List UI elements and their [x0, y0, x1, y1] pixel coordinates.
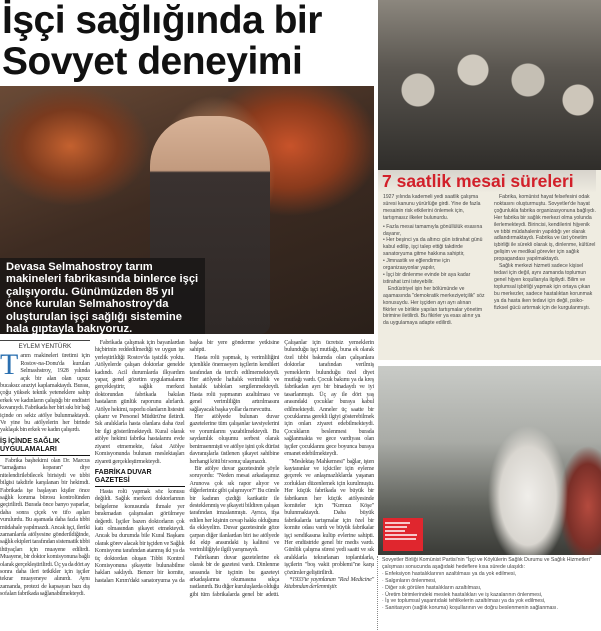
byline: EYLEM YENTÜRK	[0, 340, 90, 350]
workers-group-photo	[378, 0, 601, 170]
goal-item: · Salgınların önlenmesi,	[382, 577, 437, 584]
sidebar-title: 7 saatlik mesai süreleri	[378, 170, 596, 193]
sidebar-paragraph: Fabrika, komünist hayat felsefesini odak noktasını oluşturmuştu. Sovyetler'de hayat çoğunlukla fabrika organizasyonuna bağlıydı. Her fabrika bir sağlık merkezi olma yolunda ilerlemekteydi. Birincisi, kendilerini hijyenik ve tıbbi müdahalenin yapıldığı yer olarak adlandırmaktaydı. Fabrika ve üst yönetim işbirliği ile sürekli olarak iş, dinlenme, kültürel gelişim ve medikal görevler için sağlık propagandası yapılmaktaydı.	[494, 194, 596, 263]
photo-caption-box	[0, 258, 205, 334]
photo-caption: Devasa Selmahostroy tarım makineleri fabrikasında binlerce işçi çalışıyordu. Günümüzden 85 yıl önce kurulan Selmahostroy'da oluşturulan işçi sağlığı sistemine hala gıptayla bakıyoruz.	[6, 261, 199, 334]
factory-worker-photo	[0, 86, 374, 334]
goals-intro: Sovyetler Birliği Komünist Partisi'nin "İşçi ve Köylülerin Sağlık Durumu ve Sağlık Hizmetleri" çalışması sonucunda aşağıdaki hedeflere kısa sürede ulaşıldı:	[382, 557, 592, 570]
sidebar-column-2	[494, 194, 596, 327]
article-paragraph: Fabrikanın duvar gazetelerine ek olarak bir de gazetesi vardı. Dinlenme sırasında bir işçinin bu gazeteyi arkadaşlarına okumasına sıkça rastlanırdı. Bu diğer kuruluşlarda olduğu gibi tüm fabrikalarda genel bir adetti. Çalışanlar için ücretsiz yemeklerin bulunduğu işçi mutfağı, buna ek olarak özel tıbbi bakımda olan çalışanlara doktorlar tarafından verilmiş yemeklerin bulunduğu özel diyet mutfağı vardı. Çocuk bakımı ya da kreş fabrikadan ayrı bir binadaydı ve iyi tasarlanmıştı. Üç ay ile dört yaş arasındaki çocuklar buraya kabul edilmekteydi. Anneler üç saatte bir çocuklarına gerekli ilgiyi gösterebilmek için onları ziyaret edebilmekteydi. Çocukların beslenmesi burada sağlanmakta ve gece vardiyası olan işçiler çocuklarını gece boyunca buraya emanet edebilmekteydi.	[189, 340, 374, 598]
article-body	[0, 340, 374, 599]
article-paragraph: Fabrikada çalışmak için bayanlardan hiçbirinin reddedilmediği ve uygun işe yerleştirildiği Rostov'da işsizlik yoktu. Atölyelerde çalışan doktorlar genelde kadındı. Acil durumlarda ilkyardım yapar, genel gözetim uygulamalarını gerçekleştirir, sağlık merkezi doktorundan fabrikada bakılan hastaların günlük raporunu alırlardı. Atölye hekimi, raporlu olanların listesini çıkarır ve Personel Müdürü'ne iletirdi. Sık aralıklarla hasta olanlara daha özel bir ilgi gösterilmekteydi. Kural olarak atölye hekimi fabrika hastalarını evde ziyaret etmemekte, fakat Atölye Komisyonunda bulunan meslektaşları ziyareti gerçekleştirmekteydi.	[94, 340, 185, 465]
article-paragraph: Her atölyede bulunan duvar gazetelerine tüm çalışanlar tavsiyelerini ve yorumlarını yazabilmekteydi. Bu saydamlık oluşumu serbest olarak benimsenmişti ve atölye işini çok dürüst davranışlarla üstlenen şikayet sahibine herhangi kötü bir sonuç ulaşmazdı.	[189, 414, 280, 465]
sidebar-bullet: • Her beşinci ya da altıncı gün istirahat günü kabul edilip, işçi talep ettiği takdirde sanatoryuma gitme hakkına sahiptir,	[383, 237, 483, 258]
source-note: *1933'te yayınlanan "Red Medicine" kitabından derlenmiştir.	[284, 577, 374, 591]
sidebar-bullet: • İşçi bir dinlenme evinde bir aya kadar istirahat izni isteyebilir.	[383, 271, 471, 285]
goal-item: · Üretim birimlerindeki meslek hastalıkları ve iş kazalarının önlenmesi,	[382, 591, 543, 598]
section-heading: FABRİKA DUVAR GAZETESİ	[95, 469, 185, 487]
article-paragraph: "Meslektaş Mahkemesi" bağlar, işten kaytaranlar ve içkiciler için eyleme geçerek ve anlaşmazlıklarda yaşanan zorlukları düzenlemek için kurulmuştu. Her küçük fabrikada ve büyük bir fabrikanın her küçük atölyesinde komiteler için "Kırmızı Köşe" bulunmaktaydı. Daha büyük fabrikalarda tartışmalar için özel bir komite odası vardı ve büyük fabrikalar işçi sendikasına kulüp evlerine sahipti. Her endüstride genel bir medis vardı. Günlük çalışma süresi yedi saatti ve sık aralıklarla tekrarlanan toplantılarla, işçilerin "boş vakit problemi"ne karşı çözümler geliştirilirdi.	[284, 458, 374, 576]
goal-item: · Diğer sık görülen hastalıkların azaltılması,	[382, 584, 482, 591]
section-heading: İŞ İÇİNDE SAĞLIK UYGULAMALARI	[0, 438, 90, 456]
photo-red-caption	[383, 518, 423, 551]
dotted-divider	[377, 556, 379, 630]
goals-box	[382, 557, 599, 612]
drop-cap: T	[0, 348, 19, 382]
goal-item: · Sanitasyon (sağlık koruma) koşullarının ve doğru beslenmenin sağlanması.	[382, 605, 558, 612]
headline: İşçi sağlığında bir Sovyet deneyimi	[2, 0, 322, 83]
goal-item: · Enfeksiyon hastalıklarının azaltılması ya da yok edilmesi,	[382, 570, 517, 577]
sidebar-box	[378, 170, 601, 360]
sidebar-intro: 1927 yılında kademeli yedi saatlik çalışma süresi kanunu yürürlüğe girdi. Yine de fazla mesainin risk etkilerini önlemek için, tartışmasız ilkeler bulunurdu.	[383, 194, 481, 221]
article-paragraph: Fabrika başhekimi olan Dr. Marcus "tamağama koparan" diye nitelendirilebilecek birisiydi ve tıbbi bilgisi takdirle karşılanan bir hekimdi. Fabrikada işe başlayan kişiler önce sağlık koruma bürosu kontrolünden geçirilirdi. Burada önce banyo yaparlar, daha sonra çiçek ve tifo aşıları vurulurdu. Bu aşamada daha fazla tıbbi müdahale yapılmazdı. Ancak işçi, ileriki zamanlarda atölyesine gönderildiğinde, sağlık ekipleri tarafından sistematik tıbbi ihtiyaçları için muayene edilirdi. Muayene, bir doktor komisyonuna bağlı olarak gerçekleştirilirdi. Üç ya da dört ay sonra daha ileri tetkikler için işçiler tekrar muayeneye alınırdı. Aynı zamanda, protezi de kapsayan bazı dış sofaları fabrikada sağlanabilmekteydi.	[0, 457, 90, 598]
article-paragraph: Bir atölye duvar gazetesinde şöyle soruyordu: "Neden mesai arkadaşımız Arunova çok sık rapor alıyor ve diğerlerimiz gibi çalışmıyor?" Bu cümle bir kadının çizdiği karikatür ile desteklenmiş ve şikayeti bildiren çalışan tarafından imzalanmıştı. Ayrıca, ifşa edilen her kişinin cevap hakkı olduğunu da ekleyelim. Duvar gazetesinde göze çarpan diğer ilanlardan biri ise atölyede iki ekip arasındaki iş kalitesi ve verimliliğiyle ilgili yarışmaydı.	[189, 465, 280, 554]
sidebar-paragraph: Sağlık merkezi hizmeti sadece kişisel tedavi için değil, aynı zamanda toplumun genel hijyen koşullarıyla ilgiliydi. Bilim ve toplumsal işbirliği yapmak için ortaya çıkan bu merkezler, sadece hastalıktan korunmak ya da hasta iken tedavi için değil, psiko-fizksel gücü artırmak için de kurgulanmıştı.	[494, 263, 593, 311]
sidebar-column-1	[383, 194, 485, 327]
goal-item: · İş ve toplumsal yaşantıdaki tehlikelerin azaltılması ya da yok edilmesi,	[382, 598, 546, 605]
article-paragraph: Hasta rolü yapmak, iş verimliliğini içtenlikle önemseyen işçilerin kendileri tarafından da tercih edilmemekteydi. Her atölyede haftalık verimlilik ve hastalık tabloları sergilenmekteydi. Hasta rolü yapmanın azaltılması ve genel verimliliğin artırılmasını sağlayacak başka yollar da mevcuttu.	[189, 354, 280, 413]
article-paragraph: arım makineleri üretimi için Rostov-na-Donu'da kurulan Selmashstroy, 1928 yılında açık bir alan olan uçsuz bucaksız araziyi kaplamaktaydı. Burası, çoğu yüksek teknik yeteneklere sahip erkek ve kadınların çalıştığı bir endüstri kovanıydı. Fabrikada her biri sıkı bir bağ içinde on sekiz atölye bulunmaktaydı. Ve yine bu atölyelerin her birinde yaklaşık bin erkek ve kadın çalışırdı.	[0, 353, 90, 434]
sidebar-paragraph: Endüstriyel işin her bölümünde ve aşamasında "demokratik merkeziyetçilik" söz konusuydu. Her işçiden ayrı ayrı alınan fikirler ve birlikte yapılan tartışmalar yönetim birimine iletilirdi. Bu fikirler ya esas alınır ya da uygulamaya adapte edilirdi.	[383, 285, 485, 327]
sidebar-bullet: • Jimnastik ve eğlendirme için organizasyonlar yapılır,	[383, 258, 450, 272]
sidebar-bullet: • Fazla mesai tamamıyla gönüllülük esasına dayanır,	[383, 223, 483, 237]
article-paragraph: Hasta rolü yapmak söz konusu değildi. Sağlık merkezi doktorlarının belgeleme konusunda ihmale yer bırakmadan çalışmaları görülmeye değerdi. İşçiler bazen doktorların çok katı olmasından şikayet etmekteydi. Ancak bu durumda bile Kural Başkanı olarak görev alacak bir işçiden ve Sağlık Komisyonu tarafından atanmış iki ya da üç doktordan oluşan Tıbbi Kontrol Komisyonuna şikayette bulunabilme hakları saklıydı. Benzer bir komite, hastaları Kırım'daki sanatoryuma ya da başka bir yere gönderme yetkisine sahipti.	[94, 340, 280, 584]
